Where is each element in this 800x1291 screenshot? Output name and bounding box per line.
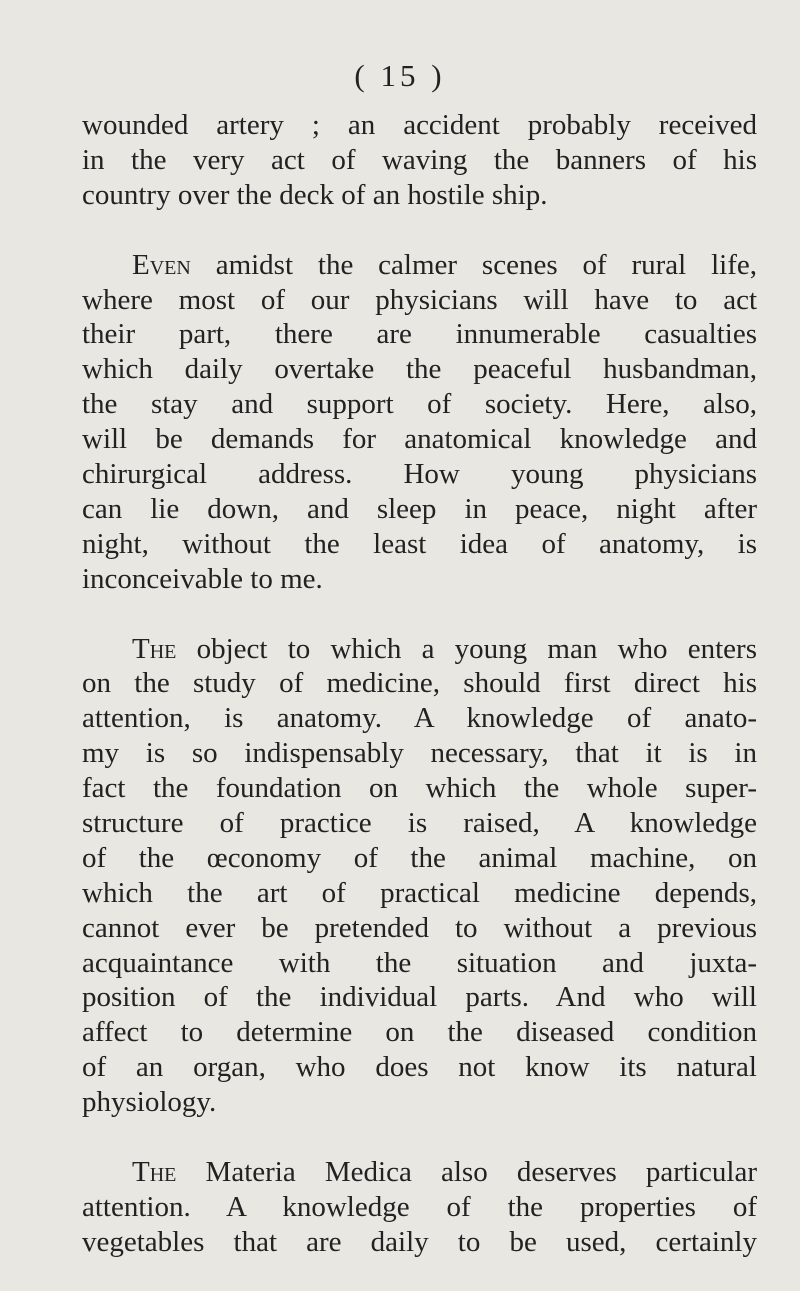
paragraph-gap: [82, 597, 757, 632]
text-line: my is so indispensably necessary, that it is in: [82, 737, 757, 770]
text-line: chirurgical address. How young physicians: [82, 458, 757, 491]
text-line: of an organ, who does not know its natural: [82, 1051, 757, 1084]
text-line: [82, 632, 757, 667]
text-line: cannot ever be pretended to without a previous: [82, 911, 757, 944]
text-line: attention. A knowledge of the properties of: [82, 1190, 757, 1223]
paragraph-lead-word: Even: [132, 248, 191, 281]
text-line: in the very act of waving the banners of his: [82, 143, 757, 176]
text-line: attention, is anatomy. A knowledge of anato-: [82, 702, 757, 735]
text-line: inconceivable to me.: [82, 562, 323, 595]
body-text: [82, 108, 757, 1260]
text-line: on the study of medicine, should first direct his: [82, 667, 757, 700]
text-line: will be demands for anatomical knowledge and: [82, 423, 757, 456]
text-line: night, without the least idea of anatomy, is: [82, 527, 757, 560]
text-line: [82, 248, 757, 283]
text-line: can lie down, and sleep in peace, night after: [82, 492, 757, 525]
paragraph-gap: [82, 213, 757, 248]
text-line: of the œconomy of the animal machine, on: [82, 841, 757, 874]
paragraph-gap: [82, 1120, 757, 1155]
text-line: [82, 1155, 757, 1190]
text-line: physiology.: [82, 1086, 217, 1119]
paragraph-lead-word: The: [132, 1156, 177, 1189]
text-line: fact the foundation on which the whole super-: [82, 772, 757, 805]
text-line-rest: Materia Medica also deserves particular: [176, 1156, 757, 1189]
text-line: affect to determine on the diseased condition: [82, 1016, 757, 1049]
text-line: acquaintance with the situation and juxta-: [82, 946, 757, 979]
text-line: wounded artery ; an accident probably received: [82, 109, 757, 141]
text-line: where most of our physicians will have to act: [82, 283, 757, 316]
text-line-rest: object to which a young man who enters: [176, 632, 757, 665]
text-line: which the art of practical medicine depends,: [82, 876, 757, 909]
text-line: position of the individual parts. And who will: [82, 981, 757, 1014]
text-line-rest: amidst the calmer scenes of rural life,: [190, 248, 757, 281]
page-number: ( 15 ): [354, 58, 446, 93]
text-line: their part, there are innumerable casualties: [82, 318, 757, 351]
text-line: country over the deck of an hostile ship.: [82, 178, 548, 211]
paragraph-lead-word: The: [132, 632, 177, 665]
text-line: vegetables that are daily to be used, certainly: [82, 1225, 757, 1258]
text-line: which daily overtake the peaceful husbandman,: [82, 353, 757, 386]
text-line: the stay and support of society. Here, also,: [82, 388, 757, 421]
text-line: structure of practice is raised, A knowledge: [82, 807, 757, 840]
